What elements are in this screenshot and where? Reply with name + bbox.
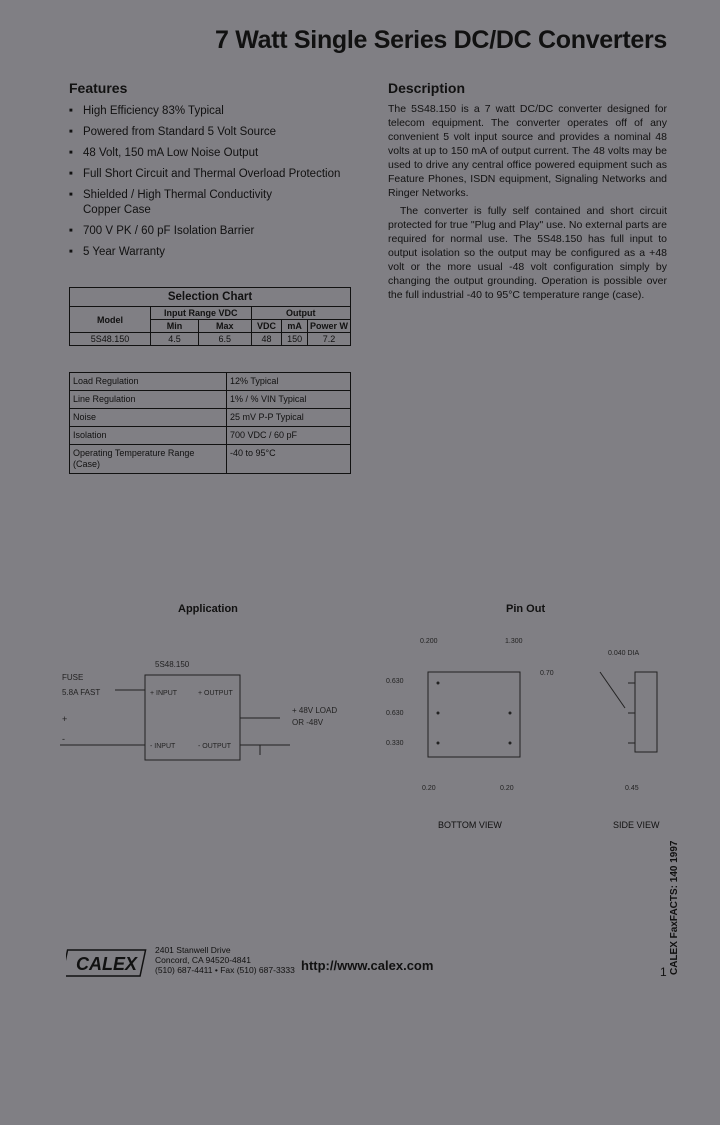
company-url[interactable]: http://www.calex.com <box>301 958 434 973</box>
part-label: 5S48.150 <box>155 660 190 669</box>
pinout-label: Pin Out <box>506 603 546 615</box>
spec-value: 1% / % VIN Typical <box>227 391 351 409</box>
spec-param: Isolation <box>70 427 227 445</box>
spec-value: 12% Typical <box>227 373 351 391</box>
description-section <box>388 80 667 302</box>
dim-left-3: 0.330 <box>386 740 404 747</box>
pin-dot <box>437 682 440 685</box>
dim-right: 0.70 <box>540 670 554 677</box>
feature-item: ■ 5 Year Warranty <box>69 245 369 260</box>
feature-item: ■ Shielded / High Thermal Conductivity Copper Case <box>69 188 283 218</box>
spec-param: Noise <box>70 409 227 427</box>
faxfacts-text: CALEX FaxFACTS: 140 1997 <box>669 840 680 975</box>
address-line-1: 2401 Stanwell Drive <box>155 945 231 955</box>
spec-param: Line Regulation <box>70 391 227 409</box>
col-output: Output <box>251 307 350 320</box>
cell-ma: 150 <box>282 333 308 346</box>
page-number: 1 <box>660 965 667 979</box>
load-label: + 48V LOAD <box>292 706 338 715</box>
side-footer <box>669 840 683 1125</box>
side-view-label: SIDE VIEW <box>613 820 660 830</box>
col-model: Model <box>70 307 151 333</box>
spec-value: 700 VDC / 60 pF <box>227 427 351 445</box>
col-input-range: Input Range VDC <box>151 307 252 320</box>
pin-dot <box>509 742 512 745</box>
plus-output-label: + OUTPUT <box>198 690 233 697</box>
table-row <box>70 391 351 409</box>
page-title: 7 Watt Single Series DC/DC Converters <box>215 26 667 54</box>
description-paragraph-1: The 5S48.150 is a 7 watt DC/DC converter designed for telecom equipment. The converter operates off of any convenient 5 volt input source and provides a nominal 48 volts at up to 150 mA of output current. The 48 volts may be used to drive any central office powered equipment such as Feature Phones, ISDN equipment, Signaling Networks and Ringer Networks. <box>388 103 667 199</box>
dim-top-left: 0.200 <box>420 638 438 645</box>
input-minus-sign: - <box>62 734 65 744</box>
minus-input-label: - INPUT <box>150 743 176 750</box>
col-max: Max <box>198 320 251 333</box>
pin-dot <box>509 712 512 715</box>
table-row <box>70 427 351 445</box>
table-row <box>70 409 351 427</box>
description-paragraph-2: The converter is fully self contained and short circuit protected for true "Plug and Play" use. No external parts are required for normal use. The 5S48.150 has full input to output isolation so the output may be configured as a +48 volt or the more usual -48 volt configuration simply by changing the output grounding. Operation is possible over the full industrial -40 to 95°C temperature range (case). <box>388 205 667 301</box>
cell-power: 7.2 <box>308 333 351 346</box>
pin-dot <box>437 742 440 745</box>
bottom-view-case <box>428 672 520 757</box>
selection-chart <box>69 287 351 346</box>
specifications-table <box>69 372 351 474</box>
pinout-diagram <box>380 625 680 840</box>
features-heading: Features <box>69 80 128 96</box>
plus-input-label: + INPUT <box>150 690 178 697</box>
side-height: 0.45 <box>625 785 639 792</box>
feature-item: ■ 48 Volt, 150 mA Low Noise Output <box>69 146 369 161</box>
fuse-rating-label: 5.8A FAST <box>62 688 101 697</box>
col-vdc: VDC <box>251 320 282 333</box>
load-label-2: OR -48V <box>292 718 324 727</box>
feature-item: ■ Full Short Circuit and Thermal Overload Protection <box>69 167 369 182</box>
col-ma: mA <box>282 320 308 333</box>
company-address <box>155 945 295 975</box>
feature-item: ■ High Efficiency 83% Typical <box>69 104 369 119</box>
cell-model: 5S48.150 <box>70 333 151 346</box>
dim-bottom: 0.20 <box>422 785 436 792</box>
dim-top-right: 1.300 <box>505 638 523 645</box>
col-min: Min <box>151 320 199 333</box>
cell-min: 4.5 <box>151 333 199 346</box>
pin-dot <box>437 712 440 715</box>
features-list <box>69 104 369 260</box>
dim-side: 0.040 DIA <box>608 650 640 657</box>
feature-item: ■ 700 V PK / 60 pF Isolation Barrier <box>69 224 369 239</box>
dim-bottom-2: 0.20 <box>500 785 514 792</box>
application-diagram <box>60 650 370 780</box>
spec-value: -40 to 95°C <box>227 445 351 474</box>
description-heading: Description <box>388 80 466 96</box>
logo-text: CALEX <box>76 954 138 974</box>
bottom-view-label: BOTTOM VIEW <box>438 820 502 830</box>
side-view-case <box>635 672 657 752</box>
dim-left-1: 0.630 <box>386 678 404 685</box>
cell-vdc: 48 <box>251 333 282 346</box>
application-label: Application <box>178 603 238 615</box>
table-row <box>70 445 351 474</box>
table-row <box>70 373 351 391</box>
dim-left-2: 0.630 <box>386 710 404 717</box>
address-line-3: (510) 687-4411 • Fax (510) 687-3333 <box>155 965 295 975</box>
feature-item: ■ Powered from Standard 5 Volt Source <box>69 125 369 140</box>
selection-chart-caption: Selection Chart <box>70 288 351 307</box>
spec-value: 25 mV P-P Typical <box>227 409 351 427</box>
features-section <box>69 80 369 266</box>
table-row <box>70 333 351 346</box>
address-line-2: Concord, CA 94520-4841 <box>155 955 251 965</box>
cell-max: 6.5 <box>198 333 251 346</box>
minus-output-label: - OUTPUT <box>198 743 232 750</box>
side-leader <box>600 672 625 708</box>
calex-logo <box>66 948 148 978</box>
col-power: Power W <box>308 320 351 333</box>
input-plus-sign: + <box>62 714 68 724</box>
spec-param: Load Regulation <box>70 373 227 391</box>
fuse-label: FUSE <box>62 673 84 682</box>
spec-param: Operating Temperature Range (Case) <box>70 445 227 474</box>
